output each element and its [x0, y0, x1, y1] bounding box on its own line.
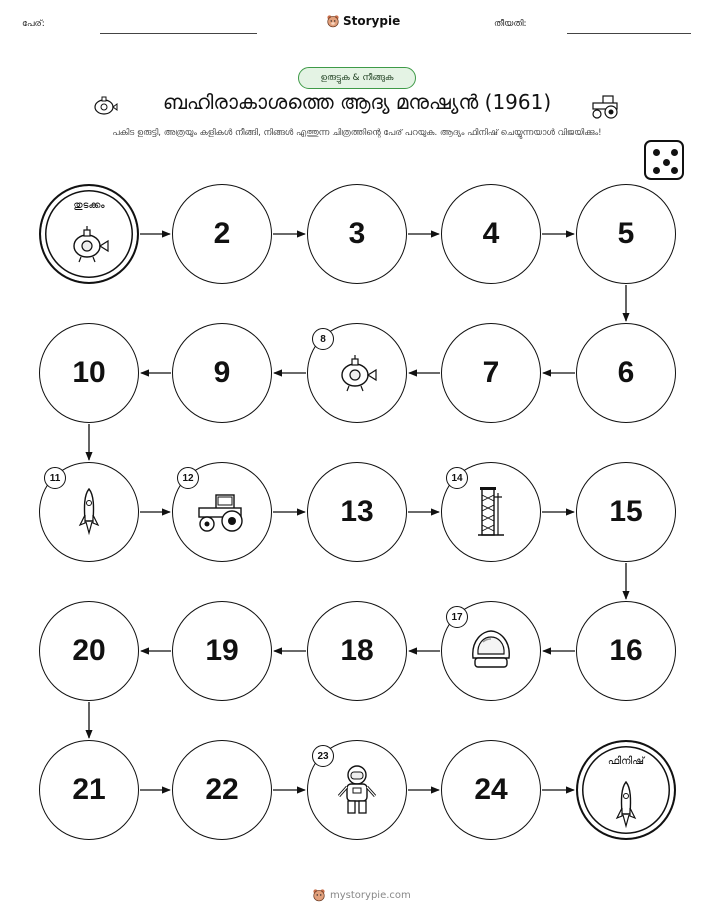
brand-name: Storypie: [343, 14, 401, 28]
submarine-icon: [67, 224, 111, 268]
board-cell-16: [576, 601, 676, 701]
cell-number: 20: [72, 634, 106, 667]
finish-label: ഫിനിഷ്: [607, 756, 645, 767]
cell-number: 13: [340, 495, 374, 528]
bear-logo-icon: [312, 888, 326, 902]
board-cell-24: [441, 740, 541, 840]
board-cell-2: [172, 184, 272, 284]
board-cell-3: [307, 184, 407, 284]
cell-number-badge: 23: [312, 745, 334, 767]
cell-number: 24: [474, 773, 508, 806]
board-cell-18: [307, 601, 407, 701]
board-cell-22: [172, 740, 272, 840]
submarine-icon: [335, 353, 379, 393]
board-cell-1: [39, 184, 139, 284]
cell-number: 22: [205, 773, 239, 806]
space-helmet-icon: [467, 628, 515, 674]
cell-number: 4: [482, 217, 500, 250]
board-cell-17: [441, 601, 541, 701]
cell-number: 16: [609, 634, 643, 667]
cell-number: 6: [617, 356, 635, 389]
cell-number: 3: [348, 217, 366, 250]
board-cell-19: [172, 601, 272, 701]
instructions: പകിട ഉരുട്ടി, അത്രയും കളികൾ നീങ്ങി, നിങ്ങൾ എത്തുന്ന ചിത്രത്തിന്റെ പേര് പറയുക. ആദ്യം ഫിനിഷ് ചെയ്യുന്നയാൾ വിജയിക്കും!: [112, 128, 602, 138]
board-cell-9: [172, 323, 272, 423]
board-cell-15: [576, 462, 676, 562]
cell-number: 2: [213, 217, 231, 250]
page-title: ബഹിരാകാശത്തെ ആദ്യ മനുഷ്യൻ (1961): [162, 90, 552, 114]
cell-number: 5: [617, 217, 635, 250]
board-cell-23: [307, 740, 407, 840]
board-cell-21: [39, 740, 139, 840]
cell-number: 9: [213, 356, 231, 389]
cell-number-badge: 12: [177, 467, 199, 489]
board-cell-10: [39, 323, 139, 423]
cell-number: 15: [609, 495, 643, 528]
cell-number-badge: 14: [446, 467, 468, 489]
footer-site: mystorypie.com: [330, 889, 411, 901]
board-cell-14: [441, 462, 541, 562]
cell-number: 18: [340, 634, 374, 667]
tractor-icon: [194, 491, 250, 533]
cell-number-badge: 17: [446, 606, 468, 628]
board-cell-12: [172, 462, 272, 562]
board-cell-20: [39, 601, 139, 701]
board-cell-7: [441, 323, 541, 423]
board-cell-8: [307, 323, 407, 423]
launch-tower-icon: [476, 485, 506, 539]
start-label: തുടക്കം: [73, 200, 105, 211]
rocket-icon: [77, 487, 101, 537]
board-cell-5: [576, 184, 676, 284]
rocket-icon: [614, 780, 638, 834]
cell-number: 10: [72, 356, 106, 389]
board-cell-25: [576, 740, 676, 840]
cell-number: 21: [72, 773, 106, 806]
cell-number: 7: [482, 356, 500, 389]
cell-number-badge: 11: [44, 467, 66, 489]
game-tag: ഉരുട്ടുക & നീങ്ങുക: [298, 67, 416, 89]
cell-number: 19: [205, 634, 239, 667]
board-cell-6: [576, 323, 676, 423]
name-label: പേര്:: [22, 19, 45, 29]
board-cell-11: [39, 462, 139, 562]
board-cell-13: [307, 462, 407, 562]
date-label: തീയതി:: [494, 19, 527, 29]
astronaut-icon: [335, 764, 379, 816]
board-cell-4: [441, 184, 541, 284]
footer: [312, 888, 411, 902]
cell-number-badge: 8: [312, 328, 334, 350]
